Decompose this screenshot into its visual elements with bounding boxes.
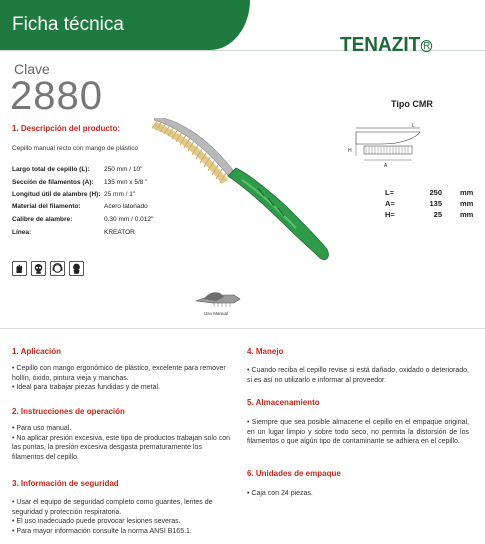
page-title: Ficha técnica (12, 14, 124, 35)
dimension-value: 250 (429, 188, 442, 197)
dimension-value: 25 (433, 210, 442, 219)
clave-label: Clave (14, 61, 50, 77)
registered-mark-icon: R (421, 40, 432, 52)
spec-label: Línea: (12, 229, 32, 236)
spec-value: 25 mm / 1" (104, 191, 136, 198)
dimension-value: 135 (429, 199, 442, 208)
safety-info-list (12, 498, 234, 536)
safety-icons (12, 261, 84, 276)
application-list (12, 364, 234, 393)
diagram-label-l: L (412, 123, 415, 129)
dimension-unit: mm (460, 188, 474, 197)
handling-title: 4. Manejo (247, 347, 284, 356)
dimension-key: L= (385, 188, 394, 197)
spec-label: Sección de filamentos (A): (12, 179, 94, 186)
gloves-icon (12, 261, 27, 276)
list-item: • Cuando reciba el cepillo revise si está dañado, oxidado o deteriorado, si es así no utilizarlo e informar al proveedor. (247, 367, 469, 384)
list-item: • Usar el equipo de seguridad completo como guantes, lentes de seguridad y protección respiratoria. (12, 499, 213, 516)
dimension-unit: mm (460, 210, 474, 219)
brush-product-image (150, 118, 330, 263)
diagram-label-a: A (384, 163, 388, 169)
dimension-diagram (342, 122, 422, 172)
spec-value: KREATOR (104, 229, 135, 236)
description-title: 1. Descripción del producto: (12, 124, 121, 133)
spec-label: Material del filamento: (12, 203, 81, 210)
handling-list (247, 366, 469, 385)
list-item: • Siempre que sea posible almacene el cepillo en el empaque original, en un lugar limpio y sobre todo seco, no permita la distorsión de los filamentos o que algún tipo de contaminante se adhiera en el cepillo. (247, 419, 469, 445)
brand-logo-text: TENAZIT (340, 34, 421, 56)
list-item: • Caja con 24 piezas. (247, 490, 313, 497)
usage-label: Uso Manual (204, 311, 229, 316)
spec-label: Largo total de cepillo (L): (12, 166, 90, 173)
dimension-key: H= (385, 210, 395, 219)
spec-label: Calibre de alambre: (12, 216, 73, 223)
manual-use-illustration (194, 289, 242, 311)
dimension-key: A= (385, 199, 395, 208)
body-divider (0, 328, 485, 329)
instructions-list (12, 424, 234, 462)
dimension-unit: mm (460, 199, 474, 208)
spec-value: 0.30 mm / 0.012" (104, 216, 154, 223)
list-item: • Ideal para trabajar piezas fundidas y de metal. (12, 384, 160, 391)
list-item: • Para mayor información consulte la norma ANSI B165.1. (12, 527, 192, 535)
ear-protection-icon (50, 261, 65, 276)
storage-list (247, 418, 469, 447)
packaging-list (247, 489, 469, 499)
application-title: 1. Aplicación (12, 347, 62, 356)
safety-info-title: 3. Información de seguridad (12, 479, 119, 488)
instructions-title: 2. Instrucciones de operación (12, 407, 125, 416)
tipo-title: Tipo CMR (391, 99, 433, 109)
list-item: • No aplicar presión excesiva, este tipo de productos trabajan solo con las puntas, la presión excesiva desgasta prematuramente los filamentos del cepillo. (12, 434, 231, 461)
spec-value: 250 mm / 10" (104, 166, 143, 173)
list-item: • El uso inadecuado puede provocar lesiones severas. (12, 518, 181, 525)
spec-label: Longitud útil de alambre (H): (12, 191, 101, 198)
mask-icon (69, 261, 84, 276)
list-item: • Para uso manual. (12, 425, 72, 432)
diagram-label-h: H (348, 148, 352, 154)
description-text: Cepillo manual recto con mango de plástico (12, 145, 139, 152)
packaging-title: 6. Unidades de empaque (247, 469, 341, 478)
spec-value: Acero latonado (104, 203, 148, 210)
list-item: • Cepillo con mango ergonómico de plástico, excelente para remover hollín, óxido, pintura vieja y manchas. (12, 365, 226, 382)
brand-logo (340, 34, 433, 57)
spec-value: 135 mm x 5/8 " (104, 179, 148, 186)
product-code: 2880 (10, 74, 103, 118)
storage-title: 5. Almacenamiento (247, 398, 320, 407)
goggles-icon (31, 261, 46, 276)
